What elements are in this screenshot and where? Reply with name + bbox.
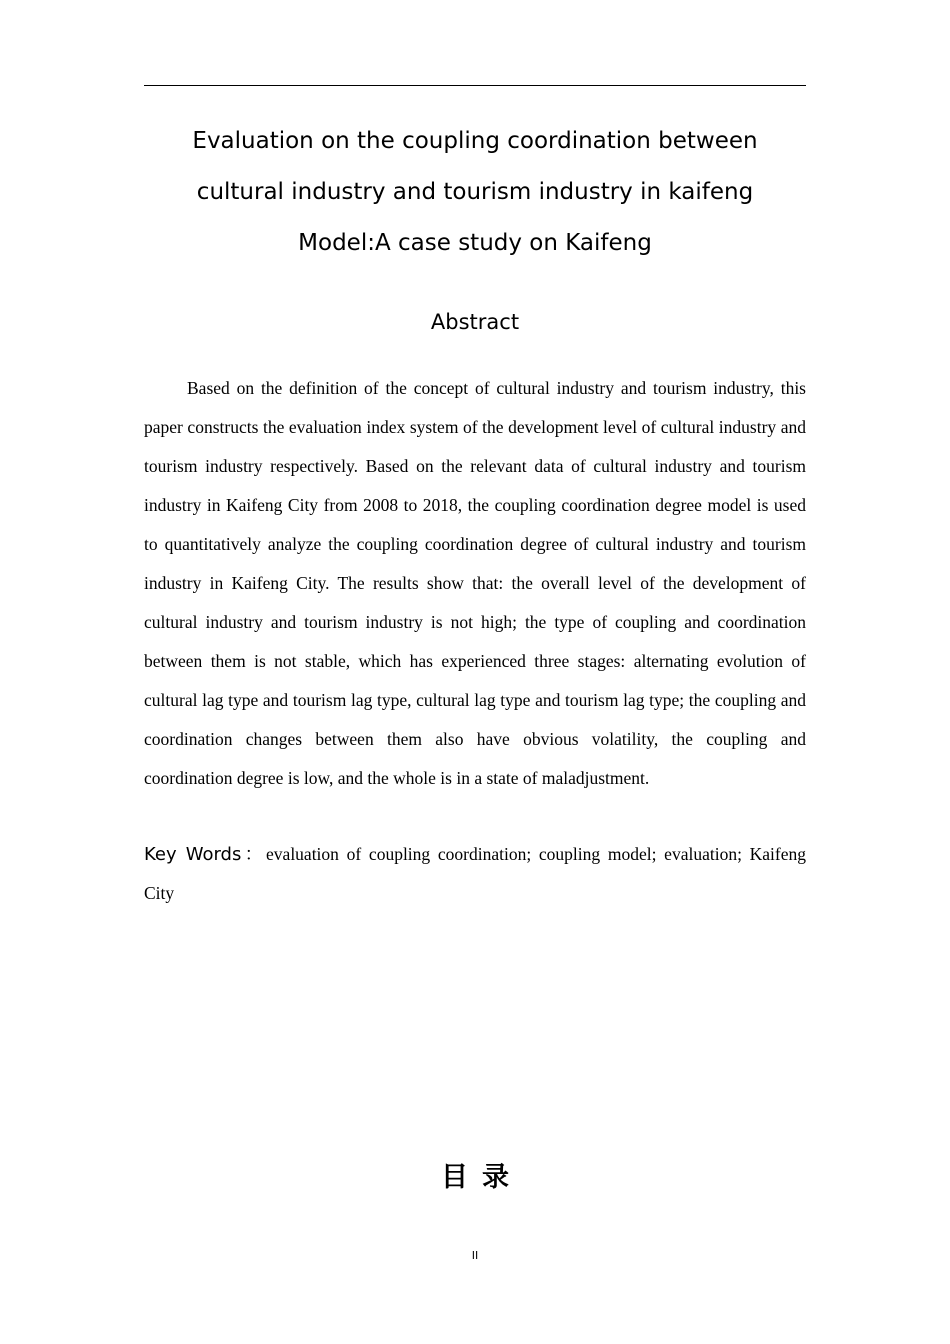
paper-title-line-1: Evaluation on the coupling coordination between (192, 128, 758, 154)
paper-title-line-3: Model:A case study on Kaifeng (298, 230, 652, 256)
keywords-paragraph (144, 835, 806, 913)
page-number: II (471, 1249, 479, 1262)
toc-heading: 目录 (441, 1162, 523, 1193)
keywords-label: Key Words： (144, 844, 267, 865)
abstract-body: Based on the definition of the concept of cultural industry and tourism industry, this paper constructs the evaluation index system of the development level of cultural industry and tourism industry respectively. Based on the relevant data of cultural industry and tourism industry in Kaifeng City from 2008 to 2018, the coupling coordination degree model is used to quantitatively analyze the coupling coordination degree of cultural industry and tourism industry in Kaifeng City. The results show that: the overall level of the development of cultural industry and tourism industry is not high; the type of coupling and coordination between them is not stable, which has experienced three stages: alternating evolution of cultural lag type and tourism lag type, cultural lag type and tourism lag type; the coupling and coordination changes between them also have obvious volatility, the coupling and coordination degree is low, and the whole is in a state of maladjustment. (144, 378, 806, 788)
paper-title (144, 116, 806, 269)
keywords-text: evaluation of coupling coordination; coupling model; evaluation; Kaifeng City (144, 844, 807, 903)
paper-title-line-2: cultural industry and tourism industry in kaifeng (196, 179, 754, 205)
header-rule (144, 85, 806, 86)
abstract-heading: Abstract (430, 310, 520, 334)
